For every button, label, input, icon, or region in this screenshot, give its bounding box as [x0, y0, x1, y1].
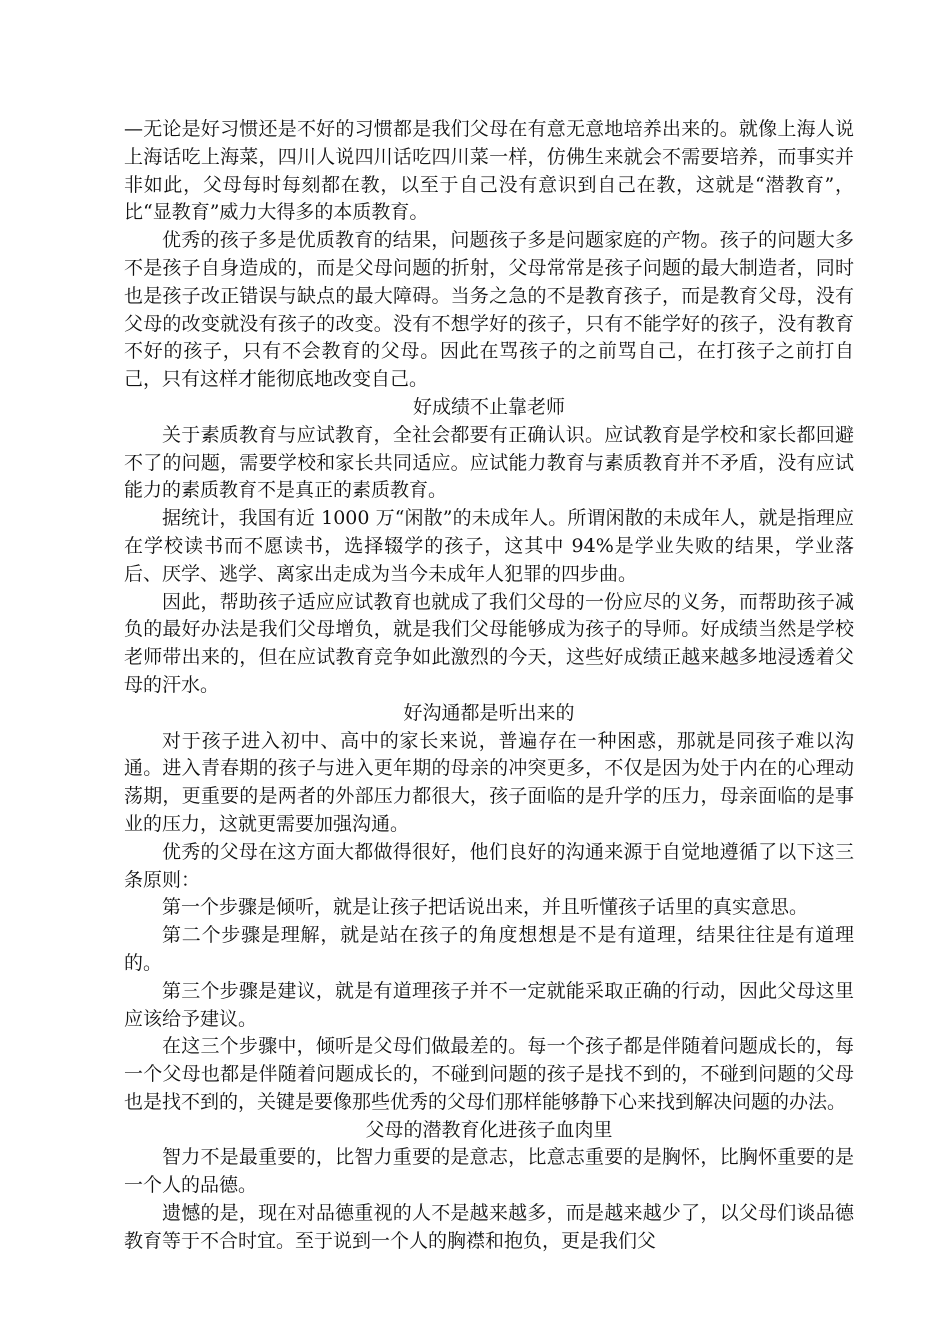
paragraph: 关于素质教育与应试教育，全社会都要有正确认识。应试教育是学校和家长都回避不了的问题，需要学校和家长共同适应。应试能力教育与素质教育并不矛盾，没有应试能力的素质教育不是真正的素质教育。 — [124, 423, 854, 502]
paragraph: 在这三个步骤中，倾听是父母们做最差的。每一个孩子都是伴随着问题成长的，每一个父母也都是伴随着问题成长的，不碰到问题的孩子是找不到的，不碰到问题的父母也是找不到的，关键是要像那些优秀的父母们那样能够静下心来找到解决问题的办法。 — [124, 1035, 854, 1113]
paragraph: 优秀的孩子多是优质教育的结果，问题孩子多是问题家庭的产物。孩子的问题大多不是孩子自身造成的，而是父母问题的折射，父母常常是孩子问题的最大制造者，同时也是孩子改正错误与缺点的最大障碍。当务之急的不是教育孩子，而是教育父母，没有父母的改变就没有孩子的改变。没有不想学好的孩子，只有不能学好的孩子，没有教育不好的孩子，只有不会教育的父母。因此在骂孩子的之前骂自己，在打孩子之前打自己，只有这样才能彻底地改变自己。 — [124, 229, 854, 391]
paragraph: 对于孩子进入初中、高中的家长来说，普遍存在一种困惑，那就是同孩子难以沟通。进入青春期的孩子与进入更年期的母亲的冲突更多，不仅是因为处于内在的心理动荡期，更重要的是两者的外部压力都很大，孩子面临的是升学的压力，母亲面临的是事业的压力，这就更需要加强沟通。 — [124, 729, 854, 835]
paragraph: —无论是好习惯还是不好的习惯都是我们父母在有意无意地培养出来的。就像上海人说上海话吃上海菜，四川人说四川话吃四川菜一样，仿佛生来就会不需要培养，而事实并非如此，父母每时每刻都在教，以至于自己没有意识到自己在教，这就是“潜教育”，比“显教育”威力大得多的本质教育。 — [124, 118, 854, 224]
paragraph: 因此，帮助孩子适应应试教育也就成了我们父母的一份应尽的义务，而帮助孩子减负的最好办法是我们父母增负，就是我们父母能够成为孩子的导师。好成绩当然是学校老师带出来的，但在应试教育竞争如此激烈的今天，这些好成绩正越来越多地浸透着父母的汗水。 — [124, 590, 854, 696]
document-page — [124, 116, 854, 1256]
section-heading: 好成绩不止靠老师 — [412, 395, 565, 418]
paragraph: 第一个步骤是倾听，就是让孩子把话说出来，并且听懂孩子话里的真实意思。 — [162, 896, 809, 919]
paragraph: 据统计，我国有近 1000 万“闲散”的未成年人。所谓闲散的未成年人，就是指理应在学校读书而不愿读书，选择辍学的孩子，这其中 94%是学业失败的结果，学业落后、厌学、逃学、离家出走成为当今未成年人犯罪的四步曲。 — [124, 507, 854, 585]
paragraph: 第三个步骤是建议，就是有道理孩子并不一定就能采取正确的行动，因此父母这里应该给予建议。 — [124, 979, 854, 1030]
section-heading: 好沟通都是听出来的 — [403, 701, 575, 724]
section-heading: 父母的潜教育化进孩子血肉里 — [365, 1118, 613, 1141]
paragraph: 遗憾的是，现在对品德重视的人不是越来越多，而是越来越少了，以父母们谈品德教育等于不合时宜。至于说到一个人的胸襟和抱负，更是我们父 — [124, 1202, 854, 1252]
paragraph: 第二个步骤是理解，就是站在孩子的角度想想是不是有道理，结果往往是有道理的。 — [124, 924, 854, 974]
paragraph: 优秀的父母在这方面大都做得很好，他们良好的沟通来源于自觉地遵循了以下这三条原则： — [124, 840, 854, 891]
paragraph: 智力不是最重要的，比智力重要的是意志，比意志重要的是胸怀，比胸怀重要的是一个人的品德。 — [124, 1146, 854, 1197]
